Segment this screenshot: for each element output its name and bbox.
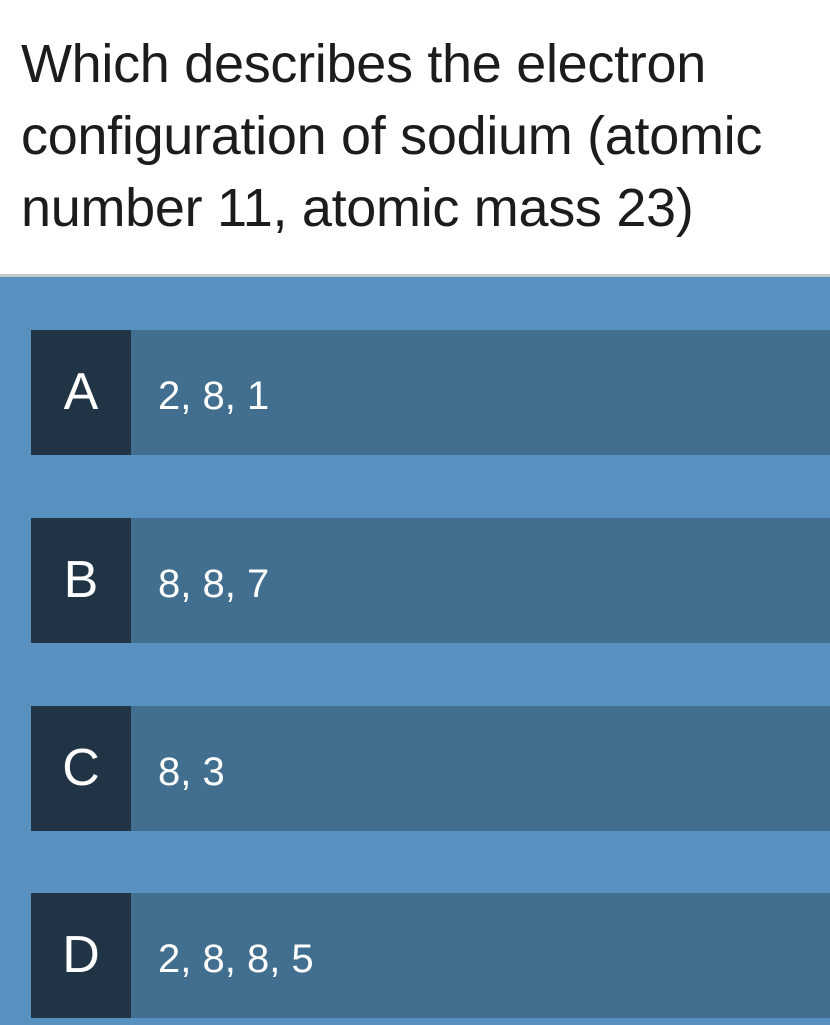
question-text: Which describes the electron configuration of sodium (atomic number 11, atomic mass 23): [21, 34, 763, 238]
answer-list: [0, 277, 830, 1023]
answer-option-a[interactable]: [31, 330, 830, 455]
option-text-c: 8, 3: [158, 750, 225, 794]
option-letter-d: D: [31, 893, 131, 1018]
answer-option-b[interactable]: [31, 518, 830, 643]
option-text-a: 2, 8, 1: [158, 374, 270, 418]
option-letter-c: C: [31, 706, 131, 831]
option-letter-a: A: [31, 330, 131, 455]
option-text-d: 2, 8, 8, 5: [158, 937, 314, 981]
option-text-b: 8, 8, 7: [158, 562, 270, 606]
answer-option-d[interactable]: [31, 893, 830, 1018]
answer-option-c[interactable]: [31, 706, 830, 831]
option-letter-b: B: [31, 518, 131, 643]
question-panel: [0, 0, 830, 277]
